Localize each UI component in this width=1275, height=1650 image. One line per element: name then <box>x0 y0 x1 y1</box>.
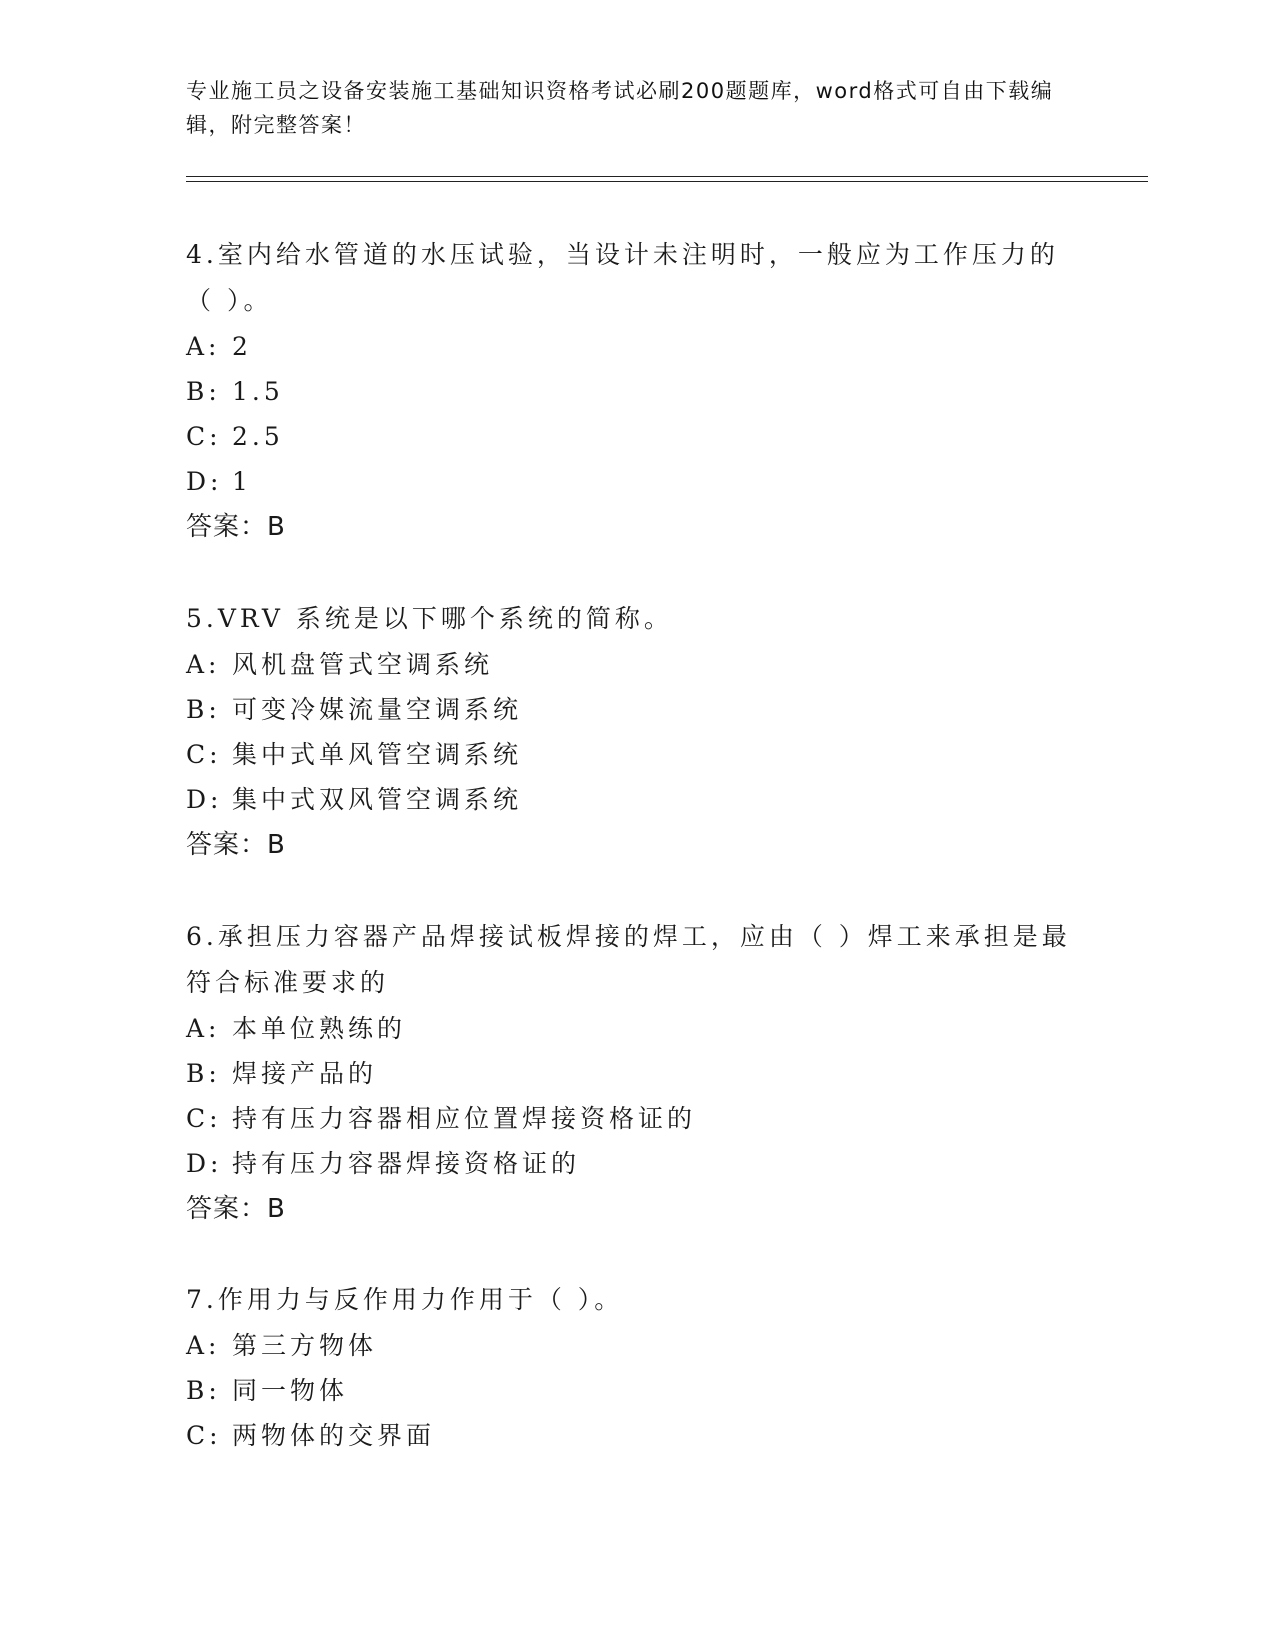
option-text: 2 <box>232 332 252 361</box>
question-4 <box>186 232 1086 550</box>
option-a <box>186 1006 1086 1051</box>
option-text: 可变冷媒流量空调系统 <box>232 695 523 724</box>
option-letter: A: <box>186 332 221 361</box>
option-c <box>186 1096 1086 1141</box>
question-text: 7.作用力与反作用力作用于（ ）。 <box>186 1285 624 1314</box>
option-letter: C: <box>186 1104 222 1133</box>
option-text: 焊接产品的 <box>232 1059 378 1088</box>
option-text: 第三方物体 <box>232 1331 378 1360</box>
option-letter: C: <box>186 422 222 451</box>
header-divider-bottom <box>186 181 1148 182</box>
option-letter: D: <box>186 467 223 496</box>
option-text: 同一物体 <box>232 1376 349 1405</box>
option-b <box>186 1368 1086 1413</box>
option-d <box>186 459 1086 504</box>
option-text: 持有压力容器相应位置焊接资格证的 <box>232 1104 697 1133</box>
header-divider-top <box>186 176 1148 177</box>
question-text: 6.承担压力容器产品焊接试板焊接的焊工，应由（ ）焊工来承担是最符合标准要求的 <box>186 922 1071 997</box>
option-b <box>186 369 1086 414</box>
option-text: 本单位熟练的 <box>232 1014 407 1043</box>
option-letter: C: <box>186 740 222 769</box>
option-text: 风机盘管式空调系统 <box>232 650 494 679</box>
question-text: 5.VRV 系统是以下哪个系统的简称。 <box>186 604 673 633</box>
option-letter: A: <box>186 1014 221 1043</box>
option-letter: A: <box>186 650 221 679</box>
question-7 <box>186 1277 1086 1458</box>
answer-line: 答案：B <box>186 1194 286 1224</box>
option-text: 集中式双风管空调系统 <box>232 785 523 814</box>
option-text: 1.5 <box>232 377 284 406</box>
option-text: 持有压力容器焊接资格证的 <box>232 1149 581 1178</box>
option-letter: B: <box>186 377 221 406</box>
option-text: 集中式单风管空调系统 <box>232 740 523 769</box>
option-c <box>186 1413 1086 1458</box>
option-letter: D: <box>186 1149 223 1178</box>
option-a <box>186 324 1086 369</box>
option-c <box>186 732 1086 777</box>
option-letter: B: <box>186 1376 221 1405</box>
option-letter: B: <box>186 695 221 724</box>
option-d <box>186 1141 1086 1186</box>
option-a <box>186 1323 1086 1368</box>
document-header: 专业施工员之设备安装施工基础知识资格考试必刷200题题库，word格式可自由下载编辑，附完整答案！ <box>186 79 1054 137</box>
option-text: 1 <box>232 467 252 496</box>
answer-line: 答案：B <box>186 830 286 860</box>
option-text: 两物体的交界面 <box>232 1421 436 1450</box>
option-letter: D: <box>186 785 223 814</box>
option-a <box>186 642 1086 687</box>
question-text: 4.室内给水管道的水压试验，当设计未注明时，一般应为工作压力的（ ）。 <box>186 240 1059 315</box>
option-text: 2.5 <box>232 422 284 451</box>
option-d <box>186 777 1086 822</box>
option-letter: A: <box>186 1331 221 1360</box>
question-5 <box>186 596 1086 868</box>
question-6 <box>186 914 1086 1232</box>
option-b <box>186 1051 1086 1096</box>
option-letter: B: <box>186 1059 221 1088</box>
option-c <box>186 414 1086 459</box>
option-b <box>186 687 1086 732</box>
answer-line: 答案：B <box>186 512 286 542</box>
option-letter: C: <box>186 1421 222 1450</box>
